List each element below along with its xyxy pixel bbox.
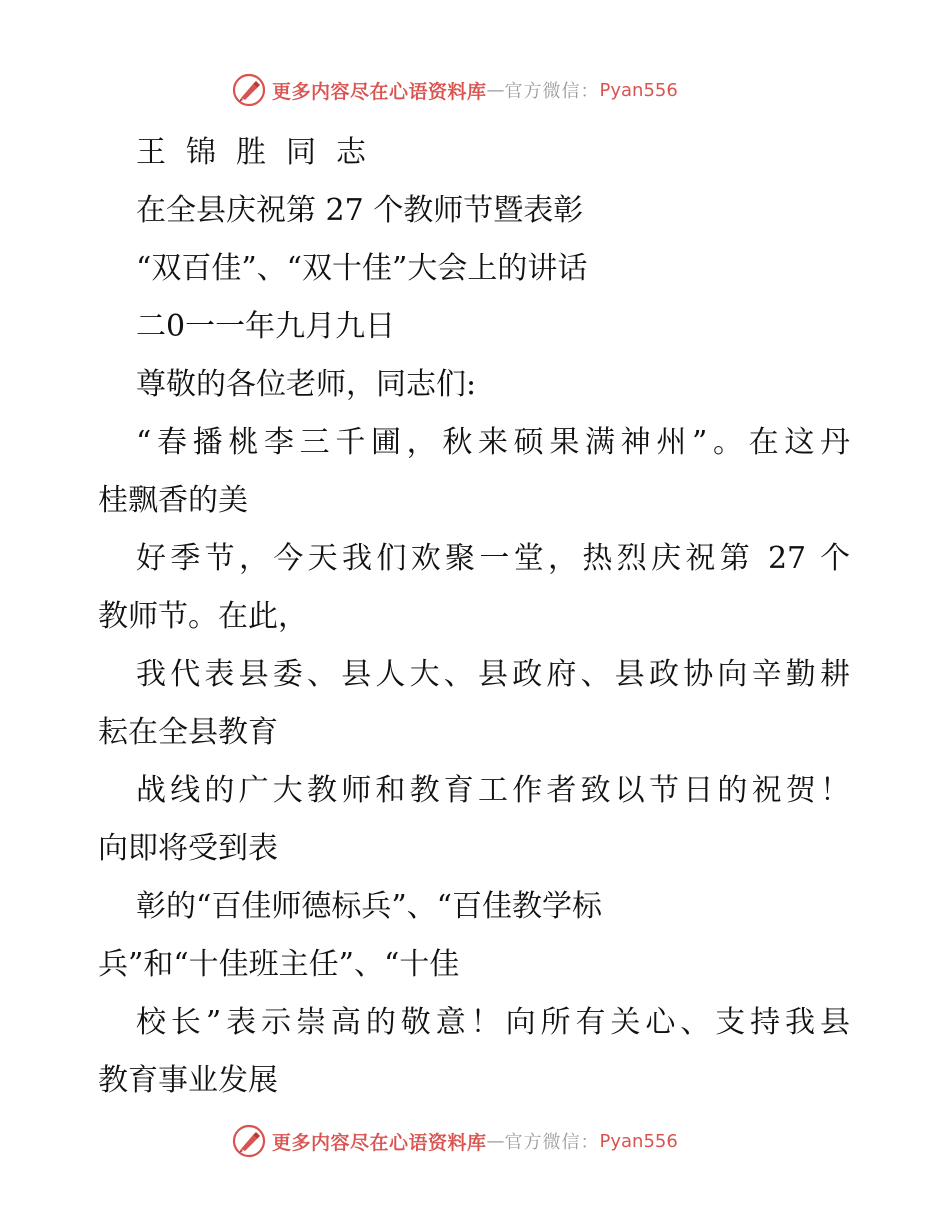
body-line: 我代表县委、县人大、县政府、县政协向辛勤耕: [136, 657, 850, 692]
footer-watermark: [232, 1123, 678, 1159]
body-line: 教师节。在此，: [98, 599, 308, 634]
pen-logo-icon: [232, 73, 266, 107]
body-line: 好季节，今天我们欢聚一堂，热烈庆祝第 27 个: [136, 541, 850, 576]
body-line: 兵”和“十佳班主任”、“十佳: [98, 947, 460, 982]
body-line: 校长”表示崇高的敬意！向所有关心、支持我县: [136, 1005, 850, 1040]
body-line: 桂飘香的美: [98, 483, 248, 518]
speech-title-line-2: “双百佳”、“双十佳”大会上的讲话: [136, 251, 588, 286]
watermark-wechat-id: Pyan556: [599, 1130, 678, 1152]
watermark-wechat-label: 官方微信：: [504, 1132, 600, 1153]
watermark-wechat-id: Pyan556: [599, 79, 678, 101]
speaker-name: 王锦胜同志: [136, 135, 386, 170]
watermark-dash: —: [486, 79, 505, 101]
watermark-main-text: 更多内容尽在心语资料库: [272, 80, 487, 103]
watermark-wechat-label: 官方微信：: [504, 81, 600, 102]
header-watermark: [232, 72, 678, 108]
speech-title-line-1: 在全县庆祝第 27 个教师节暨表彰: [136, 193, 584, 228]
document-body: [98, 124, 850, 1110]
watermark-main-text: 更多内容尽在心语资料库: [272, 1131, 487, 1154]
body-line: 战线的广大教师和教育工作者致以节日的祝贺！: [136, 773, 850, 808]
watermark-dash: —: [486, 1130, 505, 1152]
salutation: 尊敬的各位老师，同志们:: [136, 367, 477, 402]
pen-logo-icon: [232, 1124, 266, 1158]
body-line: 教育事业发展: [98, 1063, 278, 1098]
body-line: 彰的“百佳师德标兵”、“百佳教学标: [136, 889, 603, 924]
body-line: 向即将受到表: [98, 831, 278, 866]
body-line: “春播桃李三千圃，秋来硕果满神州”。在这丹: [136, 425, 850, 460]
speech-date: 二0一一年九月九日: [136, 309, 396, 344]
body-line: 耘在全县教育: [98, 715, 278, 750]
